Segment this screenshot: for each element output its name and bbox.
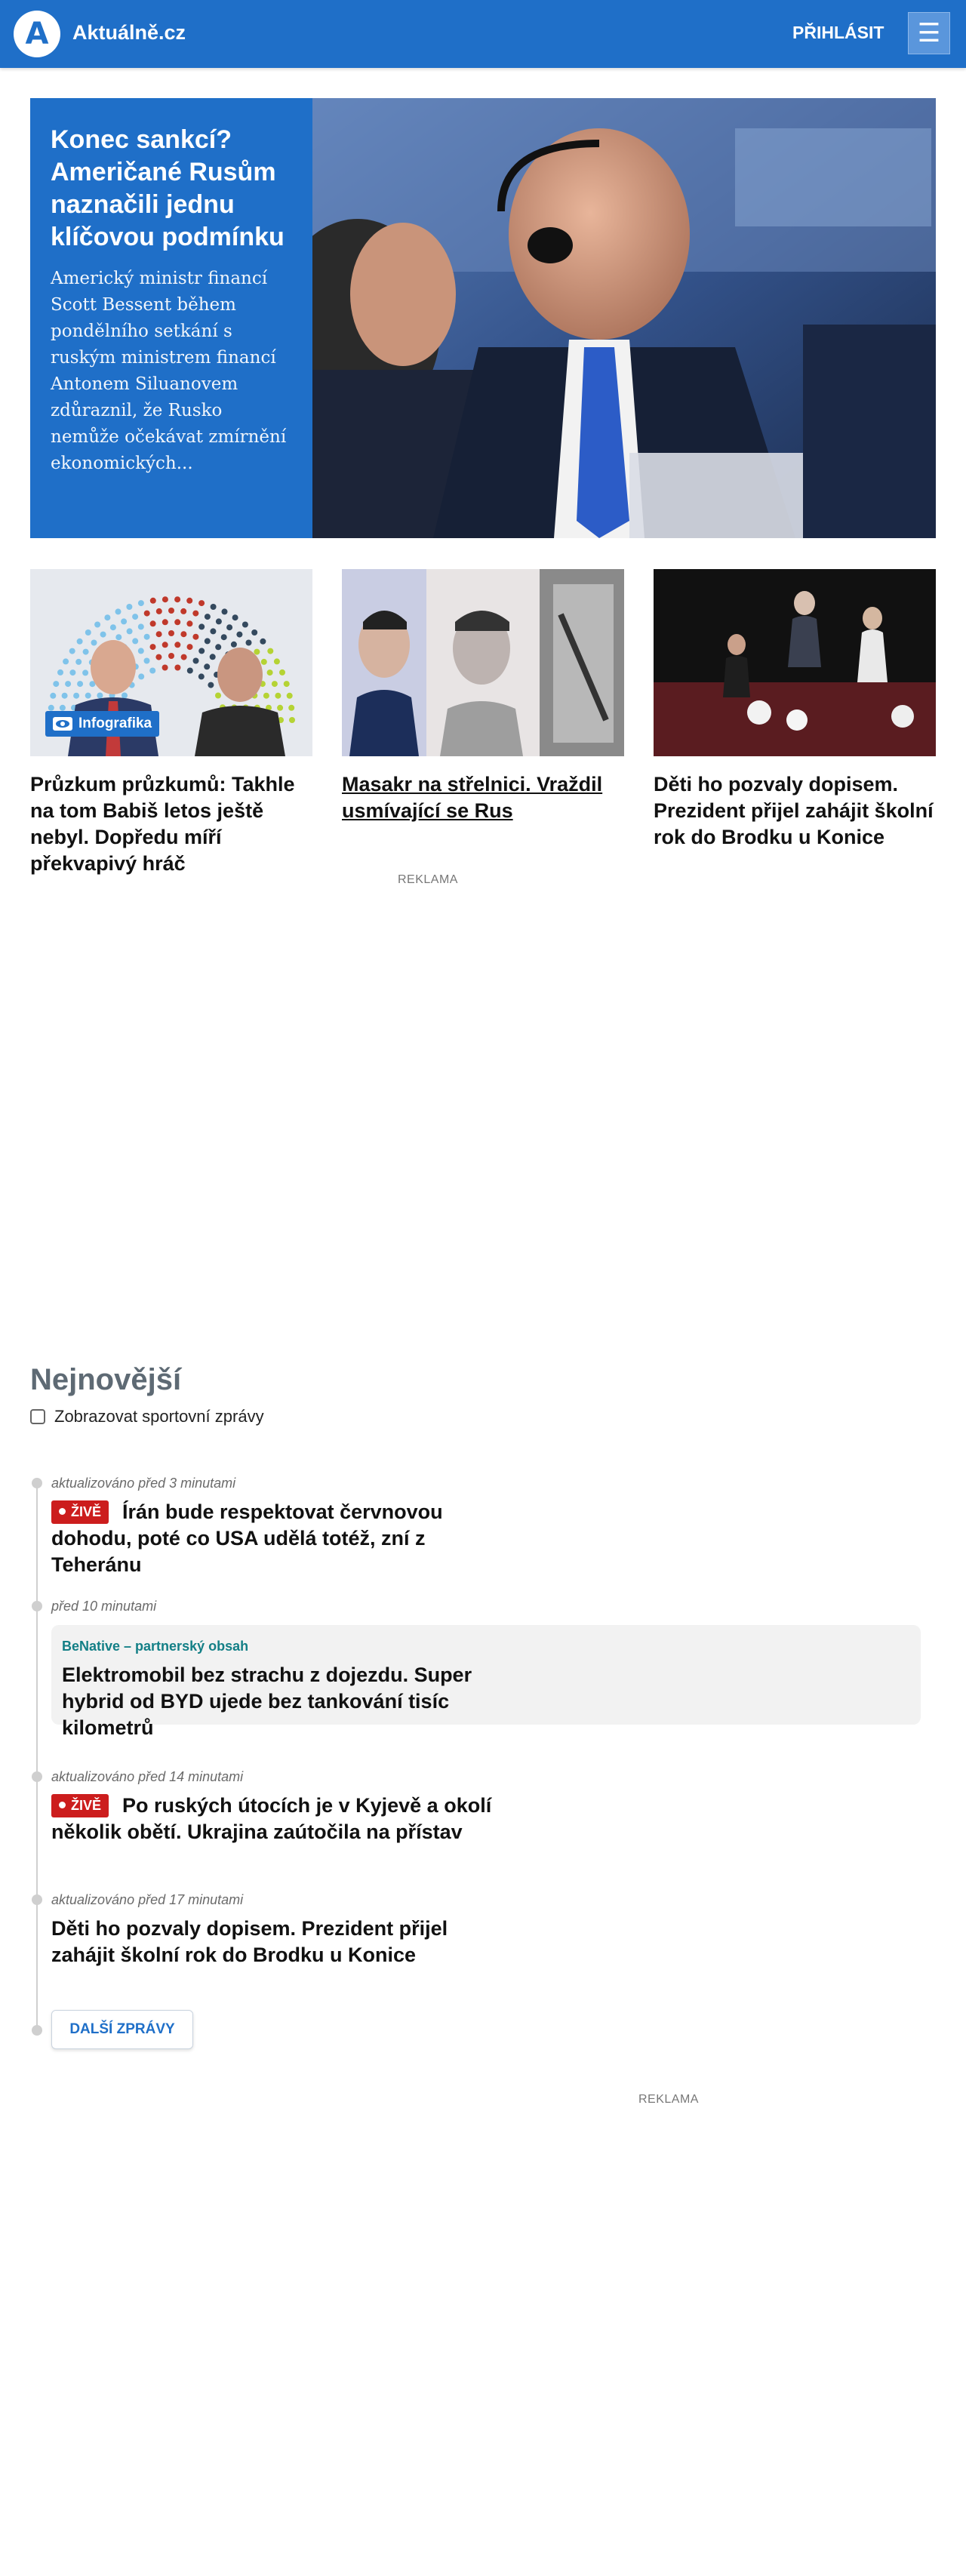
sport-news-toggle[interactable] xyxy=(30,1407,264,1426)
timeline-dot xyxy=(32,1601,42,1611)
hemicycle-seat xyxy=(211,604,217,610)
hemicycle-seat xyxy=(57,669,63,676)
hemicycle-seat xyxy=(180,631,186,637)
item-time: aktualizováno před 14 minutami xyxy=(51,1769,244,1784)
hemicycle-seat xyxy=(62,693,68,699)
timeline-dot xyxy=(32,2025,42,2036)
hemicycle-seat xyxy=(215,644,221,650)
hemicycle-seat xyxy=(156,608,162,614)
hemicycle-seat xyxy=(91,640,97,646)
hemicycle-seat xyxy=(73,693,79,699)
hemicycle-seat xyxy=(186,598,192,604)
card-title[interactable]: Průzkum průzkumů: Takhle na tom Babiš letos ještě nebyl. Dopředu míří překvapivý hráč xyxy=(30,773,295,875)
hemicycle-seat xyxy=(205,638,211,644)
hemicycle-seat xyxy=(260,639,266,645)
hemicycle-seat xyxy=(226,624,232,630)
hemicycle-seat xyxy=(216,618,222,624)
hemicycle-seat xyxy=(251,629,257,636)
site-header xyxy=(0,0,966,68)
hemicycle-seat xyxy=(208,682,214,688)
ad-slot[interactable] xyxy=(30,894,936,1317)
hemicycle-seat xyxy=(275,693,281,699)
hemicycle-seat xyxy=(263,693,269,699)
hemicycle-seat xyxy=(122,693,128,699)
hemicycle-seat xyxy=(97,693,103,699)
hemicycle-seat xyxy=(198,648,205,654)
hemicycle-seat xyxy=(232,614,238,620)
hemicycle-seat xyxy=(181,654,187,660)
eye-icon xyxy=(53,717,72,731)
timeline-dot xyxy=(32,1894,42,1905)
hemicycle-seat xyxy=(242,622,248,628)
hemicycle-seat xyxy=(138,673,144,679)
hemicycle-seat xyxy=(50,693,56,699)
hemicycle-seat xyxy=(254,649,260,655)
hemicycle-seat xyxy=(187,668,193,674)
hemicycle-seat xyxy=(138,648,144,654)
hemicycle-seat xyxy=(94,622,100,628)
timeline-line xyxy=(36,1482,38,2033)
hemicycle-seat xyxy=(198,600,205,606)
hero-article[interactable] xyxy=(30,98,936,538)
hemicycle-seat xyxy=(150,598,156,604)
hemicycle-seat xyxy=(279,669,285,676)
item-time: aktualizováno před 17 minutami xyxy=(51,1892,244,1907)
hemicycle-seat xyxy=(261,659,267,665)
hemicycle-seat xyxy=(267,648,273,654)
hero-text-panel xyxy=(30,98,312,538)
hemicycle-seat xyxy=(144,634,150,640)
item-headline[interactable]: Po ruských útocích je v Kyjevě a okolí několik obětí. Ukrajina zaútočila na přístav xyxy=(51,1794,492,1843)
hemicycle-seat xyxy=(288,705,294,711)
hamburger-icon: ☰ xyxy=(917,19,941,48)
hemicycle-seat xyxy=(198,673,205,679)
news-item-title[interactable]: Děti ho pozvaly dopisem. Prezident přijel zahájit školní rok do Brodku u Konice xyxy=(51,1917,448,1966)
live-dot-icon xyxy=(59,1508,66,1515)
hemicycle-seat xyxy=(115,608,122,614)
article-card[interactable] xyxy=(30,569,312,877)
hemicycle-seat xyxy=(215,693,221,699)
hemicycle-seat xyxy=(180,608,186,614)
live-label: ŽIVĚ xyxy=(71,1504,102,1519)
hemicycle-seat xyxy=(204,663,210,669)
hemicycle-seat xyxy=(186,620,192,626)
president-school-image[interactable] xyxy=(654,569,936,756)
hemicycle-seat xyxy=(289,717,295,723)
article-card[interactable] xyxy=(654,569,936,851)
hemicycle-seat xyxy=(267,669,273,676)
timeline-dot xyxy=(32,1478,42,1488)
live-label: ŽIVĚ xyxy=(71,1798,102,1813)
ad-label: REKLAMA xyxy=(398,873,458,886)
hemicycle-seat xyxy=(69,648,75,654)
hemicycle-seat xyxy=(162,642,168,648)
hemicycle-seat xyxy=(272,681,278,687)
site-name[interactable]: Aktuálně.cz xyxy=(72,21,186,44)
logo-letter: A xyxy=(25,17,49,51)
hemicycle-seat xyxy=(174,665,180,671)
item-time: před 10 minutami xyxy=(51,1599,157,1614)
sport-news-label[interactable]: Zobrazovat sportovní zprávy xyxy=(54,1407,264,1426)
card-title[interactable]: Masakr na střelnici. Vraždil usmívající se Rus xyxy=(342,773,603,822)
hemicycle-seat xyxy=(284,681,290,687)
hemicycle-seat xyxy=(231,642,237,648)
partner-label: BeNative – partnerský obsah xyxy=(62,1639,249,1654)
hemicycle-seat xyxy=(155,654,162,660)
logo[interactable] xyxy=(14,11,60,57)
hemicycle-seat xyxy=(83,649,89,655)
hemicycle-seat xyxy=(75,659,82,665)
hemicycle-seat xyxy=(192,611,198,617)
hemicycle-seat xyxy=(187,644,193,650)
hemicycle-seat xyxy=(121,618,127,624)
hemicycle-seat xyxy=(221,634,227,640)
more-news-button[interactable]: DALŠÍ ZPRÁVY xyxy=(51,2010,193,2049)
hemicycle-seat xyxy=(104,614,110,620)
timeline-dot xyxy=(32,1771,42,1782)
hemicycle-seat xyxy=(144,658,150,664)
article-card[interactable] xyxy=(342,569,624,824)
hemicycle-seat xyxy=(48,705,54,711)
hemicycle-seat xyxy=(127,628,133,634)
login-button[interactable]: PŘIHLÁSIT xyxy=(792,23,884,42)
hemicycle-seat xyxy=(132,638,138,644)
card-title[interactable]: Děti ho pozvaly dopisem. Prezident přijel zahájit školní rok do Brodku u Konice xyxy=(654,773,934,848)
hemicycle-seat xyxy=(138,600,144,606)
hemicycle-seat xyxy=(69,669,75,676)
hemicycle-seat xyxy=(210,654,216,660)
hemicycle-seat xyxy=(138,623,144,629)
hero-title[interactable]: Konec sankcí? Američané Rusům naznačili jednu klíčovou podmínku xyxy=(51,125,285,251)
hemicycle-seat xyxy=(110,624,116,630)
hemicycle-seat xyxy=(274,658,280,664)
poll-infographic-image[interactable] xyxy=(30,569,312,756)
hemicycle-seat xyxy=(168,653,174,659)
partner-content-box[interactable] xyxy=(51,1625,921,1739)
hemicycle-seat xyxy=(77,639,83,645)
hemicycle-seat xyxy=(205,614,211,620)
hemicycle-seat xyxy=(162,619,168,625)
hemicycle-seat xyxy=(77,681,83,687)
hemicycle-seat xyxy=(236,632,242,638)
hemicycle-seat xyxy=(156,631,162,637)
infographic-label: Infografika xyxy=(78,716,152,731)
ad-label: REKLAMA xyxy=(638,2093,699,2106)
hemicycle-seat xyxy=(144,611,150,617)
hemicycle-seat xyxy=(277,705,283,711)
ad-slot[interactable] xyxy=(513,2113,936,2536)
hemicycle-seat xyxy=(150,620,156,626)
hemicycle-seat xyxy=(174,642,180,648)
item-headline[interactable]: Írán bude respektovat červnovou dohodu, poté co USA udělá totéž, zní z Teheránu xyxy=(51,1500,443,1576)
news-item-title[interactable] xyxy=(51,1793,504,1845)
hemicycle-seat xyxy=(193,658,199,664)
hemicycle-seat xyxy=(53,681,59,687)
hero-photo[interactable] xyxy=(312,98,936,538)
hemicycle-seat xyxy=(100,632,106,638)
infographic-badge xyxy=(45,711,159,737)
hemicycle-seat xyxy=(246,640,252,646)
live-badge xyxy=(51,1794,109,1817)
menu-button[interactable] xyxy=(908,12,950,54)
hemicycle-seat xyxy=(82,669,88,676)
hemicycle-seat xyxy=(168,608,174,614)
live-dot-icon xyxy=(59,1802,66,1808)
hemicycle-seat xyxy=(162,665,168,671)
shooting-article-image[interactable] xyxy=(342,569,624,756)
live-badge xyxy=(51,1500,109,1524)
item-time: aktualizováno před 3 minutami xyxy=(51,1476,236,1491)
hemicycle-seat xyxy=(192,634,198,640)
hemicycle-seat xyxy=(198,623,205,629)
hemicycle-seat xyxy=(210,628,216,634)
hemicycle-seat xyxy=(115,634,122,640)
news-item-title[interactable] xyxy=(51,1499,504,1578)
hemicycle-seat xyxy=(222,608,228,614)
hemicycle-seat xyxy=(149,668,155,674)
hemicycle-seat xyxy=(85,693,91,699)
hero-perex: Americký ministr financí Scott Bessent během pondělního setkání s ruským ministrem financí Antonem Siluanovem zdůraznil, že Rusko nemůže očekávat zmírnění ekonomických... xyxy=(51,269,287,473)
hemicycle-seat xyxy=(63,658,69,664)
hemicycle-seat xyxy=(162,596,168,602)
hemicycle-seat xyxy=(168,630,174,636)
hemicycle-seat xyxy=(174,596,180,602)
newest-heading: Nejnovější xyxy=(30,1363,182,1396)
hemicycle-seat xyxy=(287,693,293,699)
hemicycle-seat xyxy=(126,604,132,610)
hemicycle-seat xyxy=(60,705,66,711)
partner-title[interactable]: Elektromobil bez strachu z dojezdu. Super hybrid od BYD ujede bez tankování tisíc kilometrů xyxy=(62,1663,472,1739)
hemicycle-seat xyxy=(150,644,156,650)
hemicycle-seat xyxy=(65,681,71,687)
hemicycle-seat xyxy=(174,619,180,625)
hemicycle-seat xyxy=(85,629,91,636)
hemicycle-seat xyxy=(132,614,138,620)
sport-news-checkbox[interactable] xyxy=(30,1409,45,1424)
